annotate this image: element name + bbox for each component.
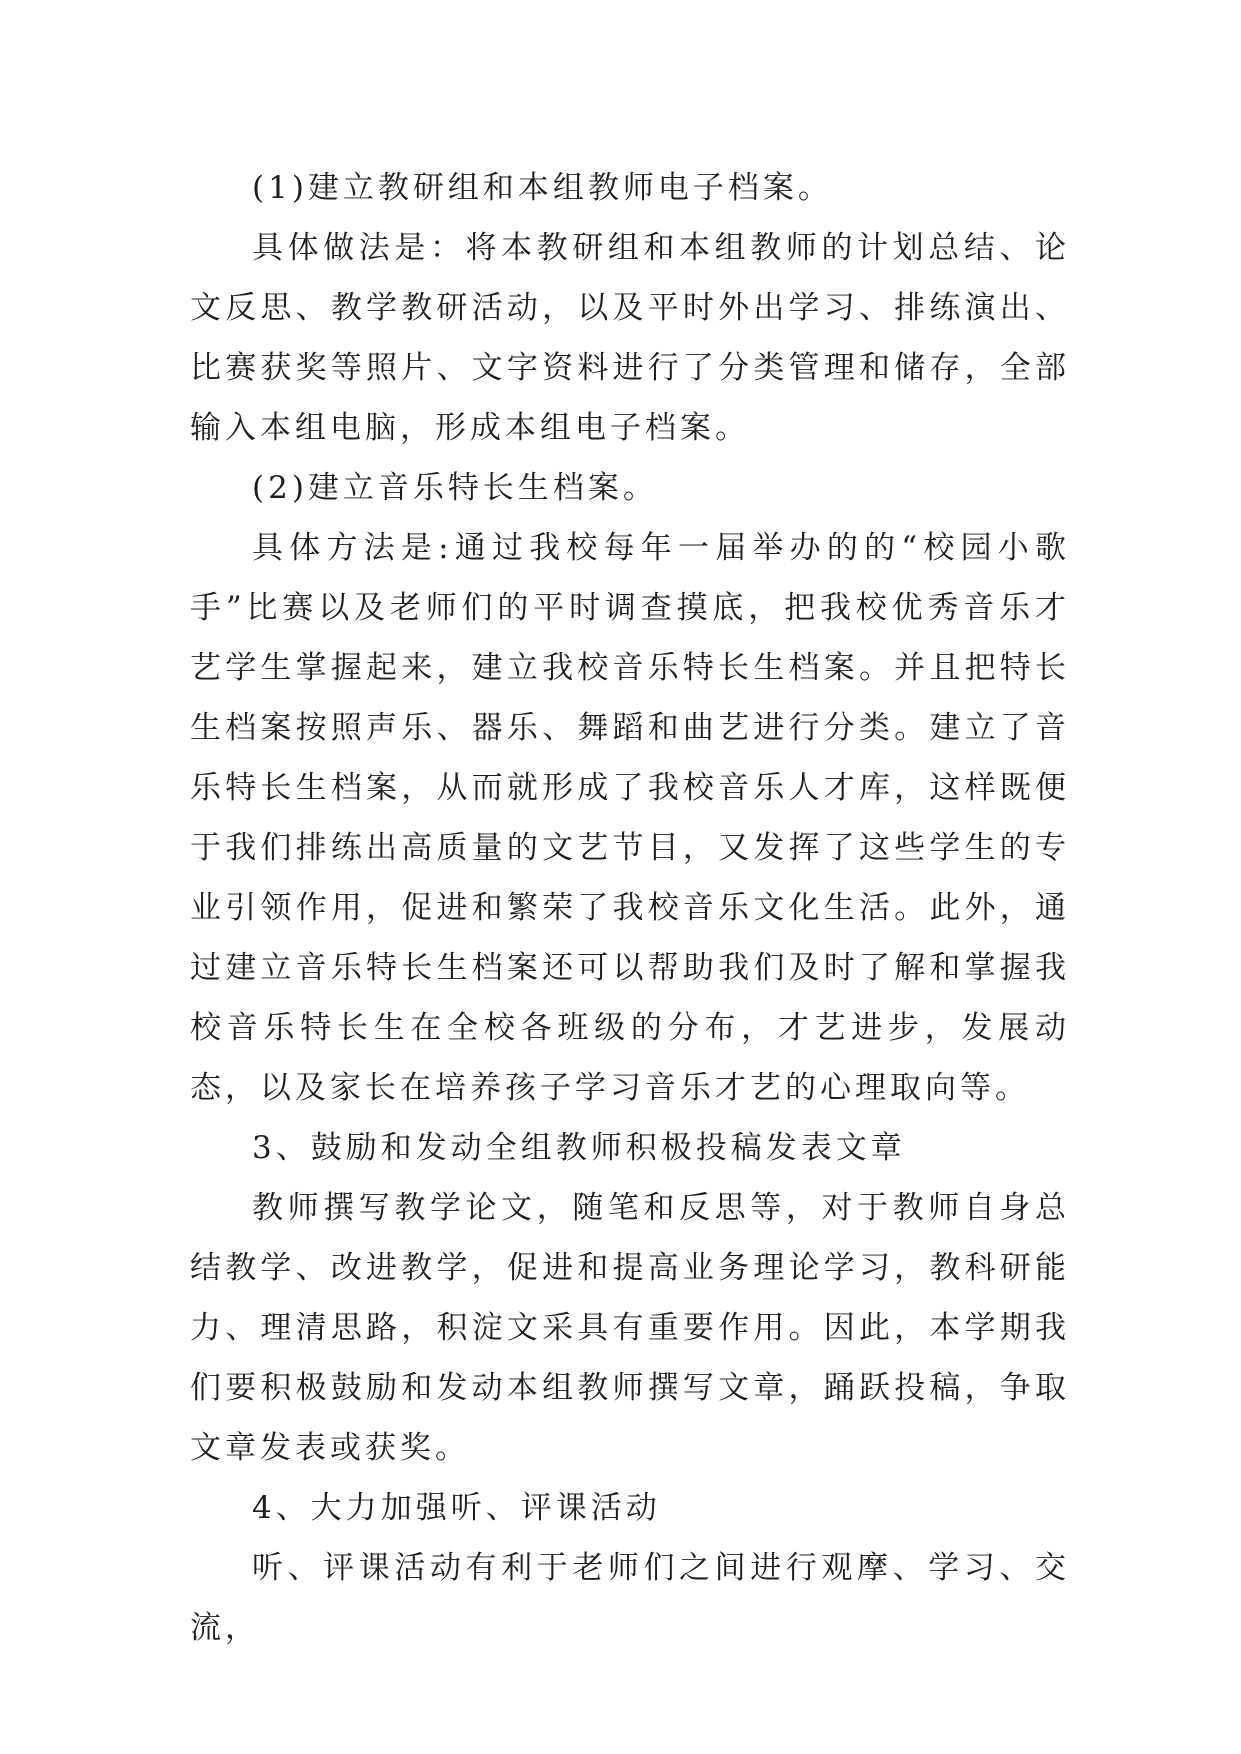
- document-body: [190, 158, 1070, 1658]
- paragraph-section-4-heading: 4、大力加强听、评课活动: [252, 1490, 661, 1526]
- paragraph-section-3-body: 教师撰写教学论文，随笔和反思等，对于教师自身总结教学、改进教学，促进和提高业务理论学习，教科研能力、理清思路，积淀文采具有重要作用。因此，本学期我们要积极鼓励和发动本组教师撰写文章，踊跃投稿，争取文章发表或获奖。: [190, 1190, 1070, 1466]
- paragraph-music-archive-method: 具体方法是:通过我校每年一届举办的的“校园小歌手”比赛以及老师们的平时调查摸底，把我校优秀音乐才艺学生掌握起来，建立我校音乐特长生档案。并且把特长生档案按照声乐、器乐、舞蹈和曲艺进行分类。建立了音乐特长生档案，从而就形成了我校音乐人才库，这样既便于我们排练出高质量的文艺节目，又发挥了这些学生的专业引领作用，促进和繁荣了我校音乐文化生活。此外，通过建立音乐特长生档案还可以帮助我们及时了解和掌握我校音乐特长生在全校各班级的分布，才艺进步，发展动态，以及家长在培养孩子学习音乐才艺的心理取向等。: [190, 530, 1070, 1106]
- paragraph-archive-heading: (1)建立教研组和本组教师电子档案。: [252, 170, 833, 206]
- paragraph-archive-method: 具体做法是：将本教研组和本组教师的计划总结、论文反思、教学教研活动，以及平时外出学习、排练演出、比赛获奖等照片、文字资料进行了分类管理和储存，全部输入本组电脑，形成本组电子档案。: [190, 230, 1070, 446]
- paragraph-music-archive-heading: (2)建立音乐特长生档案。: [252, 470, 658, 506]
- paragraph-section-3-heading: 3、鼓励和发动全组教师积极投稿发表文章: [252, 1130, 906, 1166]
- paragraph-section-4-body: 听、评课活动有利于老师们之间进行观摩、学习、交流，: [190, 1550, 1070, 1646]
